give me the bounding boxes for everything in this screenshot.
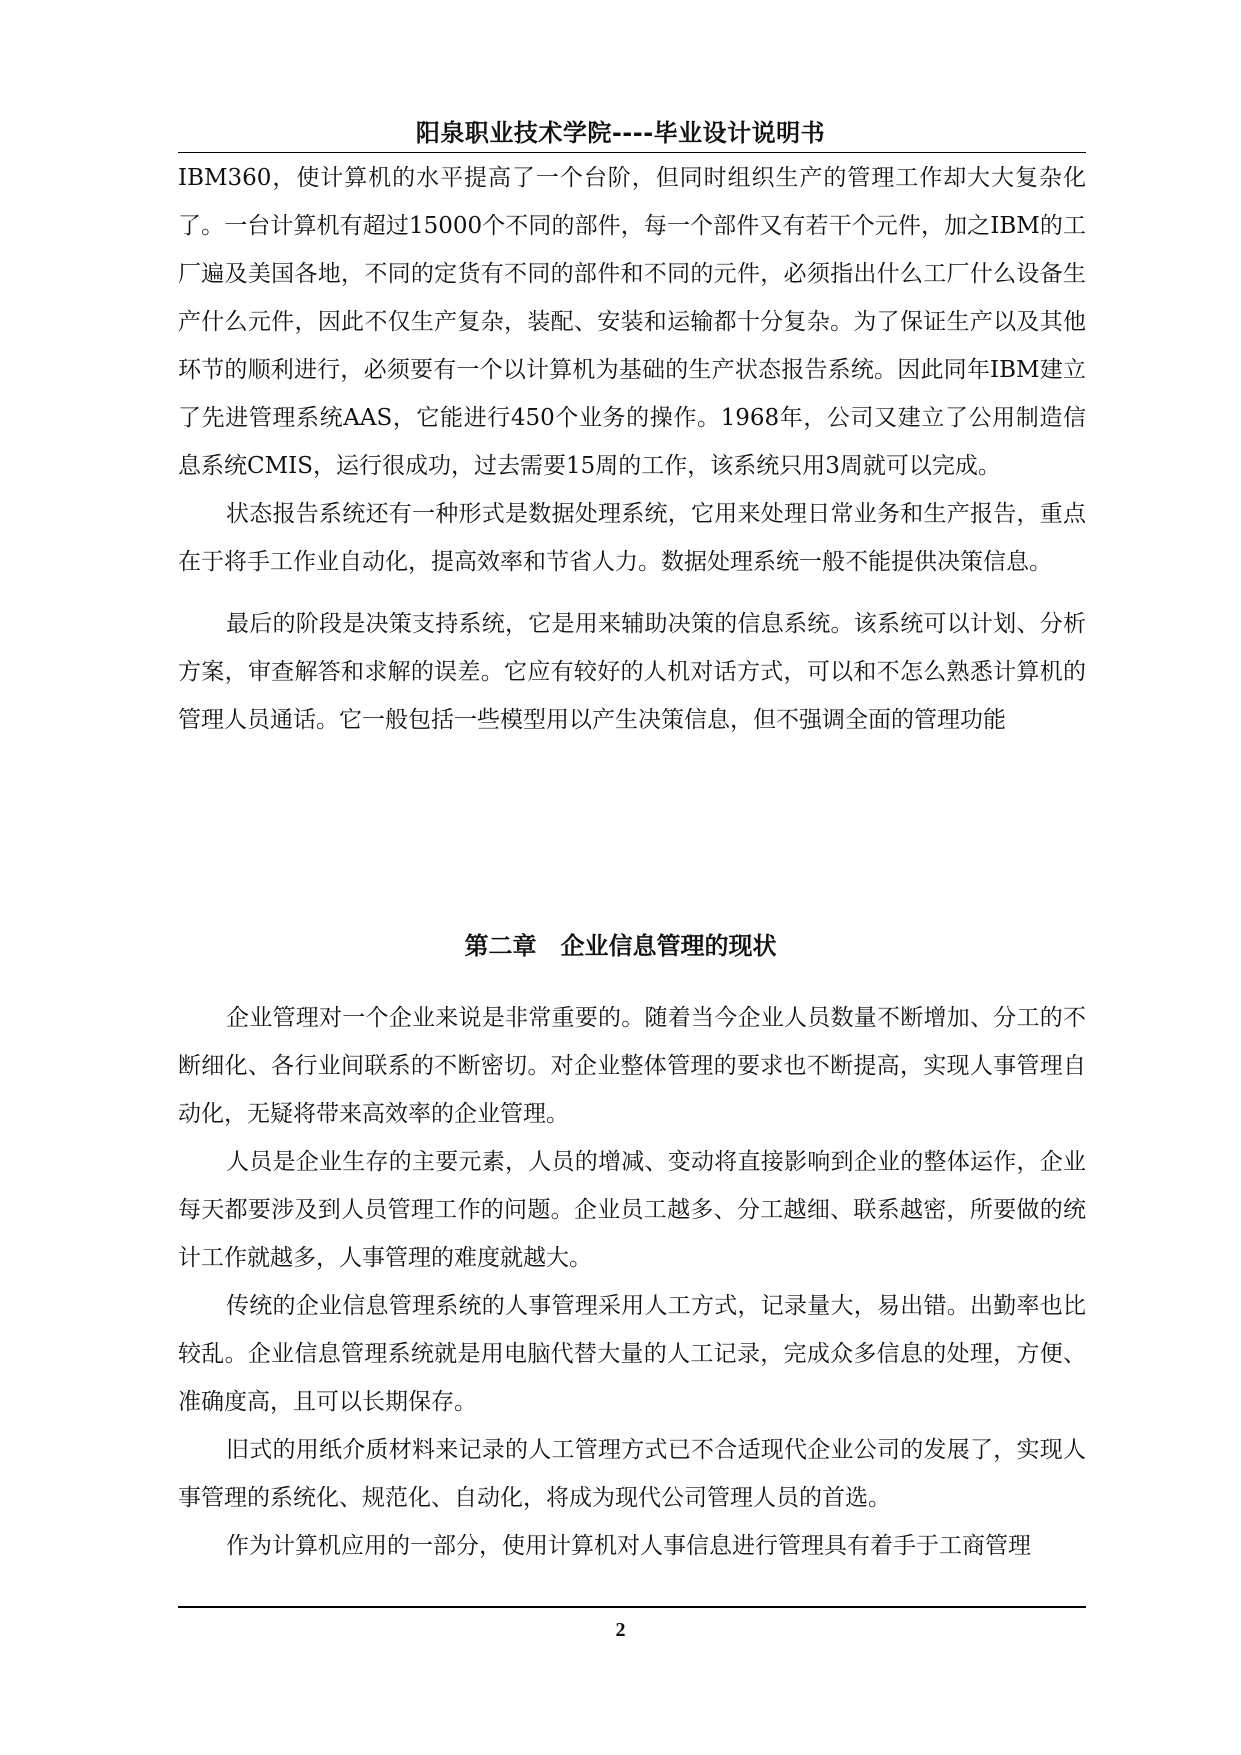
paragraph-decision-support: 最后的阶段是决策支持系统，它是用来辅助决策的信息系统。该系统可以计划、分析方案，审查解答和求解的误差。它应有较好的人机对话方式，可以和不怎么熟悉计算机的管理人员通话。它一般包括一些模型用以产生决策信息，但不强调全面的管理功能 — [178, 611, 1086, 733]
paragraph-ibm-history: IBM360，使计算机的水平提高了一个台阶，但同时组织生产的管理工作却大大复杂化了。一台计算机有超过15000个不同的部件，每一个部件又有若干个元件，加之IBM的工厂遍及美国各地，不同的定货有不同的部件和不同的元件，必须指出什么工厂什么设备生产什么元件，因此不仅生产复杂，装配、安装和运输都十分复杂。为了保证生产以及其他环节的顺利进行，必须要有一个以计算机为基础的生产状态报告系统。因此同年IBM建立了先进管理系统AAS，它能进行450个业务的操作。1968年，公司又建立了公用制造信息系统CMIS，运行很成功，过去需要15周的工作，该系统只用3周就可以完成。 — [178, 165, 1086, 479]
paragraph-traditional-system: 传统的企业信息管理系统的人事管理采用人工方式，记录量大，易出错。出勤率也比较乱。企业信息管理系统就是用电脑代替大量的人工记录，完成众多信息的处理，方便、准确度高，且可以长期保存。 — [178, 1293, 1086, 1415]
footer-divider — [178, 1606, 1086, 1608]
section-1-body — [178, 154, 1086, 744]
paragraph-data-processing: 状态报告系统还有一种形式是数据处理系统，它用来处理日常业务和生产报告，重点在于将手工作业自动化，提高效率和节省人力。数据处理系统一般不能提供决策信息。 — [178, 501, 1086, 575]
chapter-heading: 第二章 企业信息管理的现状 — [464, 932, 777, 960]
paragraph-personnel-elements: 人员是企业生存的主要元素，人员的增减、变动将直接影响到企业的整体运作，企业每天都要涉及到人员管理工作的问题。企业员工越多、分工越细、联系越密，所要做的统计工作就越多，人事管理的难度就越大。 — [178, 1149, 1086, 1271]
header-divider — [178, 152, 1086, 153]
paragraph-computer-application: 作为计算机应用的一部分，使用计算机对人事信息进行管理具有着手于工商管理 — [226, 1533, 1031, 1559]
paragraph-old-paper-method: 旧式的用纸介质材料来记录的人工管理方式已不合适现代企业公司的发展了，实现人事管理的系统化、规范化、自动化，将成为现代公司管理人员的首选。 — [178, 1437, 1086, 1511]
page-number: 2 — [615, 1619, 626, 1641]
paragraph-enterprise-management: 企业管理对一个企业来说是非常重要的。随着当今企业人员数量不断增加、分工的不断细化、各行业间联系的不断密切。对企业整体管理的要求也不断提高，实现人事管理自动化，无疑将带来高效率的企业管理。 — [178, 1005, 1086, 1127]
page-header-title: 阳泉职业技术学院----毕业设计说明书 — [415, 119, 826, 147]
section-2-body — [178, 994, 1086, 1570]
